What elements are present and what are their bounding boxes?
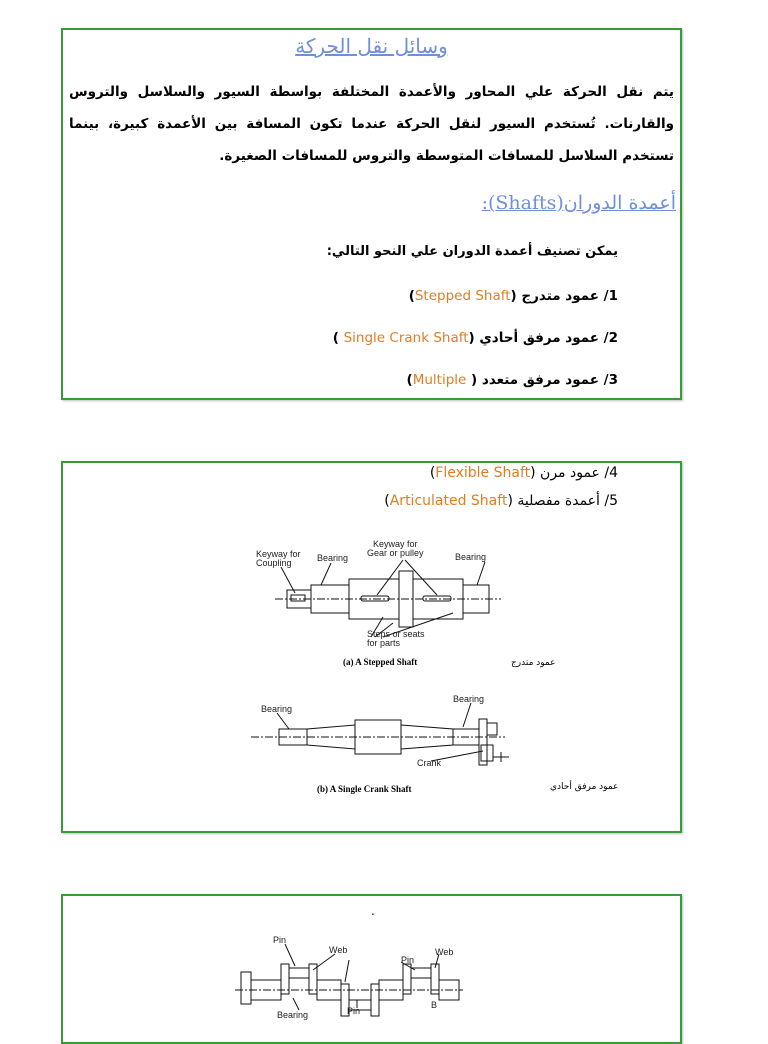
list-item: 5/ أعمدة مفصلية (Articulated Shaft): [384, 493, 618, 509]
label-keyway-gear: Keyway for: [373, 539, 418, 549]
text-panel-1: [61, 28, 682, 400]
label-bearing: Bearing: [317, 553, 349, 563]
label-steps: Steps or seats: [367, 629, 425, 639]
caption-single-crank: (b) A Single Crank Shaft: [317, 784, 412, 794]
list-item: 2/ عمود مرفق أحادي (Single Crank Shaft ): [332, 330, 618, 346]
label-crank: Crank: [417, 758, 442, 768]
list-item: 4/ عمود مرن (Flexible Shaft): [429, 465, 618, 481]
shaft-diagrams: [63, 463, 680, 831]
classification-intro: يمكن تصنيف أعمدة الدوران علي النحو التالي:: [326, 244, 618, 259]
label-pin: Pin: [273, 935, 287, 945]
label-bearing: Bearing: [455, 552, 487, 562]
label-b: B: [431, 1000, 438, 1010]
label-web: Web: [329, 945, 348, 955]
caption-stepped-ar: عمود متدرج: [511, 658, 556, 668]
label-bearing: Bearing: [453, 694, 485, 704]
label-pin: Pin: [347, 1006, 361, 1016]
intro-paragraph: يتم نقل الحركة علي المحاور والأعمدة المختلفة بواسطة السيور والسلاسل والتروس والقارنات. تُستخدم السيور لنقل الحركة عندما تكون المسافة بين الأعمدة كبيرة، بينما تستخدم السلاسل للمسافات المتوسطة والتروس للمسافات الصغيرة.: [69, 84, 674, 164]
page-title: وسائل نقل الحركة: [295, 34, 448, 58]
label-pin: Pin: [401, 955, 415, 965]
section-heading: أعمدة الدوران(Shafts):: [481, 192, 676, 214]
caption-single-crank-ar: عمود مرفق أحادي: [550, 782, 619, 792]
list-item: 1/ عمود متدرج (Stepped Shaft): [408, 288, 618, 304]
stepped-shaft-figure: [275, 560, 501, 637]
label-bearing: Bearing: [261, 704, 293, 714]
label-steps: for parts: [367, 638, 401, 648]
diagram-panel-2: [61, 461, 682, 833]
label-web: Web: [435, 947, 454, 957]
stray-dot: .: [371, 904, 375, 918]
label-bearing: Bearing: [277, 1010, 309, 1020]
list-item: 3/ عمود مرفق متعدد ( Multiple): [406, 372, 618, 388]
label-keyway-gear: Gear or pulley: [367, 548, 424, 558]
multi-crank-diagram: [63, 896, 680, 1042]
label-keyway-coupling: Coupling: [256, 558, 292, 568]
caption-stepped: (a) A Stepped Shaft: [343, 657, 418, 667]
diagram-panel-3: [61, 894, 682, 1044]
label-keyway-coupling: Keyway for: [256, 549, 301, 559]
